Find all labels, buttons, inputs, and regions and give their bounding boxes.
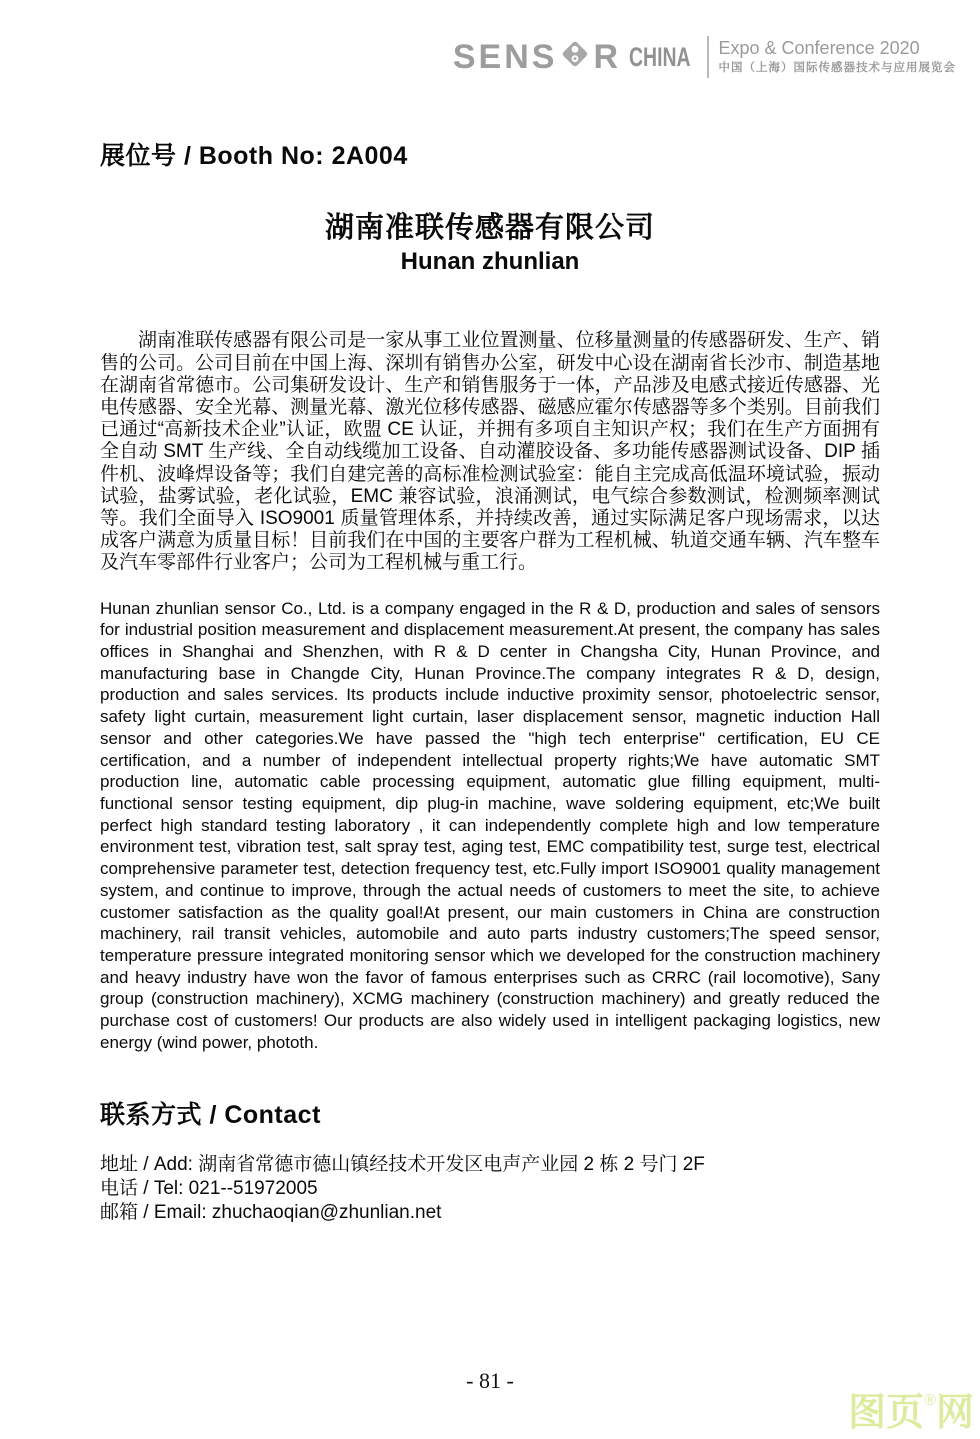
company-description-zh: 湖南准联传感器有限公司是一家从事工业位置测量、位移量测量的传感器研发、生产、销售的公司。公司目前在中国上海、深圳有销售办公室，研发中心设在湖南省长沙市、制造基地在湖南省常德市。公司集研发设计、生产和销售服务于一体，产品涉及电感式接近传感器、光电传感器、安全光幕、测量光幕、激光位移传感器、磁感应霍尔传感器等多个类别。目前我们已通过“高新技术企业”认证，欧盟 CE 认证，并拥有多项自主知识产权；我们在生产方面拥有全自动 SMT 生产线、全自动线缆加工设备、自动灌胶设备、多功能传感器测试设备、DIP 插件机、波峰焊设备等；我们自建完善的高标准检测试验室：能自主完成高低温环境试验，振动试验，盐雾试验，老化试验，EMC 兼容试验，浪涌测试，电气综合参数测试，检测频率测试等。我们全面导入 ISO9001 质量管理体系，并持续改善，通过实际满足客户现场需求，以达成客户满意为质量目标！目前我们在中国的主要客户群为工程机械、轨道交通车辆、汽车整车及汽车零部件行业客户；公司为工程机械与重工行。 (100, 330, 880, 574)
contact-info (100, 1153, 880, 1225)
watermark-text-suffix: 网 (935, 1392, 974, 1435)
company-title-block (100, 210, 880, 277)
contact-address: 地址 / Add: 湖南省常德市德山镇经技术开发区电声产业园 2 栋 2 号门 2F (100, 1154, 705, 1176)
watermark-tuyewang (848, 1391, 974, 1437)
contact-heading: 联系方式 / Contact (100, 1101, 321, 1130)
company-description-en: Hunan zhunlian sensor Co., Ltd. is a company engaged in the R & D, production and sales of sensors for industrial position measurement and displacement measurement.At present, the company has sales offices in Shanghai and Shenzhen, with R & D center in Changsha City, Hunan Province, and manufacturing base in Changde City, Hunan Province.The company integrates R & D, design, production and sales services. Its products include inductive proximity sensor, photoelectric sensor, safety light curtain, measurement light curtain, laser displacement sensor, magnetic induction Hall sensor and other categories.We have passed the "high tech enterprise" certification, EU CE certification, and a number of independent intellectual property rights;We have automatic SMT production line, automatic cable processing equipment, automatic glue filling equipment, multi-functional sensor testing equipment, dip plug-in machine, wave soldering equipment, etc;We built perfect high standard testing laboratory , it can independently complete high and low temperature environment test, vibration test, salt spray test, aging test, EMC compatibility test, surge test, electrical comprehensive parameter test, detection frequency test, etc.Fully import ISO9001 quality management system, and continue to improve, through the actual needs of customers to meet the site, to achieve customer satisfaction as the quality goal!At present, our main customers in China are construction machinery, rail transit vehicles, automobile and auto parts industry customers;The speed sensor, temperature pressure integrated monitoring sensor which we developed for the construction machinery and heavy industry have won the favor of famous enterprises such as CRRC (rail locomotive), Sany group (construction machinery), XCMG machinery (construction machinery) and greatly reduced the purchase cost of customers! Our products are also widely used in intelligent packaging logistics, new energy (wind power, phototh. (100, 598, 880, 1052)
logo-tagline-zh: 中国（上海）国际传感器技术与应用展览会 (718, 61, 956, 74)
contact-tel: 电话 / Tel: 021--51972005 (100, 1178, 318, 1200)
company-name-zh: 湖南准联传感器有限公司 (324, 212, 655, 244)
sensor-wordmark-prefix: SENS (452, 38, 558, 76)
sensor-wordmark-suffix: R (593, 38, 621, 76)
contact-email: 邮箱 / Email: zhuchaoqian@zhunlian.net (100, 1202, 442, 1224)
china-wordmark: CHINA (629, 41, 691, 72)
registered-trademark-icon: ® (924, 1392, 936, 1410)
page-number: - 81 - (466, 1368, 514, 1393)
company-name-en: Hunan zhunlian (400, 248, 580, 276)
watermark-text-prefix: 图页 (848, 1392, 925, 1435)
logo-tagline-en: Expo & Conference 2020 (718, 38, 920, 59)
main-content (100, 0, 880, 1225)
booth-number-heading: 展位号 / Booth No: 2A004 (100, 142, 408, 170)
